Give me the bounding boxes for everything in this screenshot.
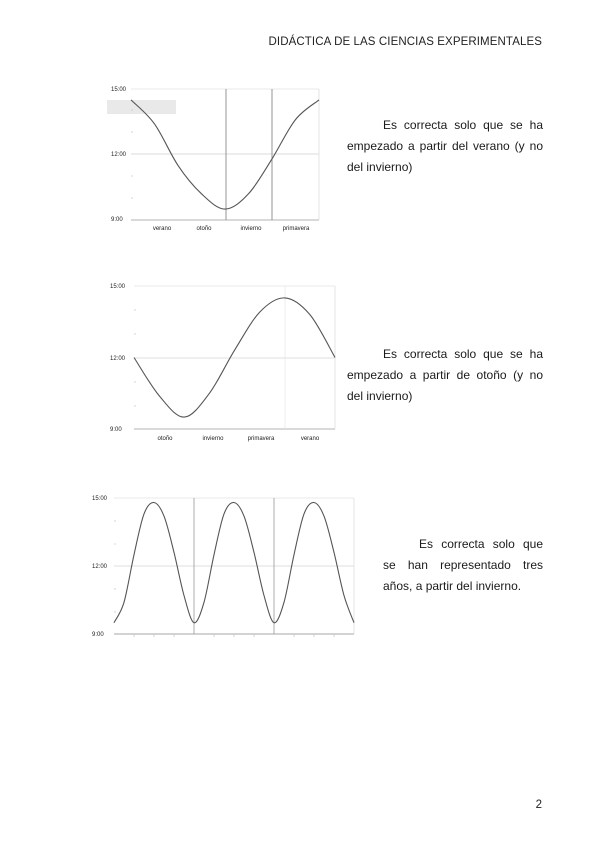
chart-3-ytick-12: 12:00 bbox=[92, 564, 108, 570]
chart-2-ytick-15: 15:00 bbox=[110, 284, 126, 290]
chart-3-ytick-15: 15:00 bbox=[92, 496, 108, 502]
chart-2-xtick-verano: verano bbox=[300, 436, 320, 442]
page-number: 2 bbox=[535, 799, 542, 811]
chart-2-xtick-invierno: invierno bbox=[202, 436, 224, 442]
answer-1: Es correcta solo que se ha empezado a partir del verano (y no del invierno) bbox=[347, 118, 543, 174]
chart-1-highlight bbox=[107, 100, 176, 114]
chart-1-xtick-otono: otoño bbox=[196, 226, 212, 232]
chart-1-xtick-invierno: invierno bbox=[240, 226, 262, 232]
chart-1 bbox=[106, 84, 326, 234]
chart-1-svg bbox=[106, 84, 326, 234]
chart-3 bbox=[92, 492, 357, 642]
chart-3-minor-ticks bbox=[114, 521, 334, 637]
answer-2: Es correcta solo que se ha empezado a partir de otoño (y no del invierno) bbox=[347, 347, 543, 403]
chart-2-xtick-primavera: primavera bbox=[247, 436, 275, 442]
document-header: DIDÁCTICA DE LAS CIENCIAS EXPERIMENTALES bbox=[268, 36, 542, 48]
chart-1-ytick-15: 15:00 bbox=[111, 87, 127, 93]
chart-2-ytick-9: 9:00 bbox=[110, 427, 122, 433]
chart-2-ytick-12: 12:00 bbox=[110, 356, 126, 362]
chart-2-xtick-otono: otoño bbox=[157, 436, 173, 442]
chart-1-ytick-9: 9:00 bbox=[111, 217, 123, 223]
chart-1-ytick-12: 12:00 bbox=[111, 152, 127, 158]
chart-1-series-line bbox=[131, 100, 319, 209]
chart-3-ytick-9: 9:00 bbox=[92, 632, 104, 638]
chart-1-xtick-verano: verano bbox=[152, 226, 172, 232]
chart-2 bbox=[106, 281, 336, 446]
chart-3-series-line bbox=[114, 502, 354, 622]
chart-2-svg bbox=[106, 281, 336, 446]
chart-1-xtick-primavera: primavera bbox=[282, 226, 310, 232]
chart-2-series-line bbox=[134, 298, 335, 417]
answer-3: Es correcta solo que se han representado tres años, a partir del invierno. bbox=[383, 537, 543, 593]
chart-3-svg bbox=[92, 492, 357, 642]
